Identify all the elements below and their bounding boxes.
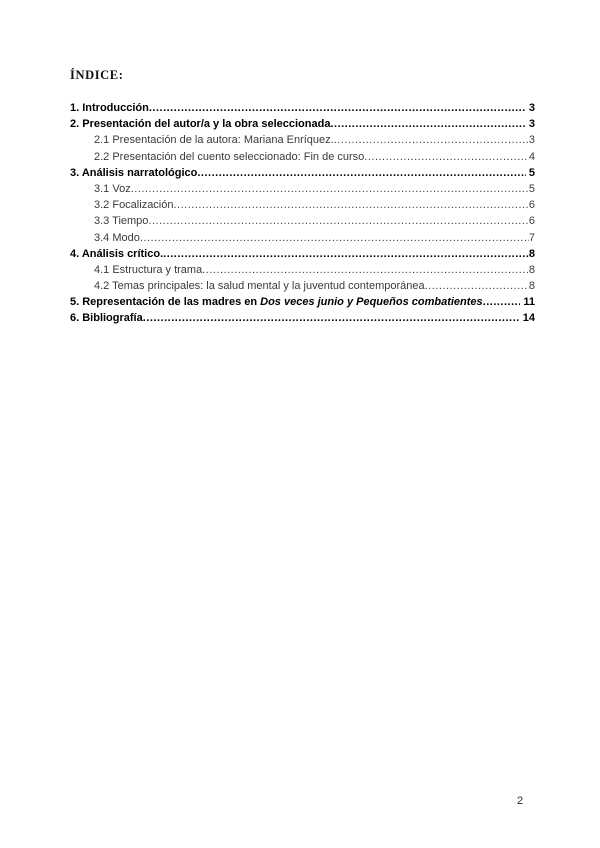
table-of-contents xyxy=(70,100,535,327)
toc-entry-page: 14 xyxy=(522,312,535,325)
toc-entry-label: 4.1 Estructura y trama xyxy=(94,263,203,276)
toc-entry-label: 4. Análisis crítico. xyxy=(70,247,164,260)
dot-leader xyxy=(425,278,529,294)
toc-entry-bibliografia xyxy=(70,310,535,326)
toc-entry-page: 8 xyxy=(528,263,535,276)
toc-entry-label xyxy=(70,294,483,310)
toc-entry-label: 3.3 Tiempo xyxy=(94,215,149,228)
toc-entry-presentacion-autor xyxy=(70,116,535,132)
dot-leader xyxy=(131,181,529,197)
toc-entry-page: 5 xyxy=(528,166,535,179)
dot-leader xyxy=(143,310,520,326)
toc-entry-label: 2.2 Presentación del cuento seleccionado: Fin de curso xyxy=(94,150,365,163)
toc-entry-introduccion xyxy=(70,100,535,116)
toc-entry-label: 4.2 Temas principales: la salud mental y la juventud contemporánea xyxy=(94,280,425,293)
toc-entry-tiempo xyxy=(70,213,535,229)
toc-entry-analisis-narratologico xyxy=(70,165,535,181)
dot-leader xyxy=(174,197,529,213)
toc-entry-page: 8 xyxy=(528,280,535,293)
dot-leader xyxy=(334,132,529,148)
dot-leader xyxy=(140,230,529,246)
toc-entry-page: 3 xyxy=(528,102,535,114)
toc-entry-page: 11 xyxy=(523,296,535,309)
toc-entry-label-italic: Dos veces junio y Pequeños combatientes xyxy=(260,296,483,309)
page-title: ÍNDICE: xyxy=(70,68,124,82)
dot-leader xyxy=(149,100,526,116)
toc-entry-label: 1. Introducción xyxy=(70,102,149,114)
toc-entry-label: 3.2 Focalización xyxy=(94,199,174,212)
toc-entry-label: 3. Análisis narratológico xyxy=(70,166,198,179)
toc-entry-presentacion-cuento xyxy=(70,149,535,165)
toc-entry-label: 2.1 Presentación de la autora: Mariana Enríquez. xyxy=(94,134,334,147)
toc-entry-page: 3 xyxy=(528,118,535,131)
toc-entry-temas-principales xyxy=(70,278,535,294)
toc-entry-page: 8 xyxy=(528,247,535,260)
toc-entry-page: 3 xyxy=(528,134,535,147)
toc-entry-page: 6 xyxy=(528,215,535,228)
dot-leader xyxy=(197,165,526,181)
dot-leader xyxy=(148,213,528,229)
toc-entry-modo xyxy=(70,230,535,246)
toc-entry-estructura-trama xyxy=(70,262,535,278)
toc-entry-page: 5 xyxy=(528,182,535,195)
page-number: 2 xyxy=(517,795,524,807)
toc-entry-label-text: 5. Representación de las madres en xyxy=(70,296,261,309)
toc-entry-label: 6. Bibliografía xyxy=(70,312,143,325)
toc-entry-focalizacion xyxy=(70,197,535,213)
toc-entry-representacion-madres xyxy=(70,294,535,310)
toc-entry-label: 2. Presentación del autor/a y la obra seleccionada xyxy=(70,118,331,131)
dot-leader xyxy=(330,116,525,132)
toc-entry-label: 3.1 Voz xyxy=(94,182,131,195)
dot-leader xyxy=(202,262,529,278)
dot-leader xyxy=(364,149,529,165)
toc-entry-page: 4 xyxy=(528,150,535,163)
toc-entry-label: 3.4 Modo xyxy=(94,231,140,244)
dot-leader xyxy=(483,294,521,310)
toc-entry-presentacion-autora xyxy=(70,132,535,148)
toc-entry-voz xyxy=(70,181,535,197)
toc-entry-analisis-critico xyxy=(70,246,535,262)
toc-entry-page: 6 xyxy=(528,199,535,212)
toc-entry-page: 7 xyxy=(528,231,535,244)
dot-leader xyxy=(163,246,529,262)
